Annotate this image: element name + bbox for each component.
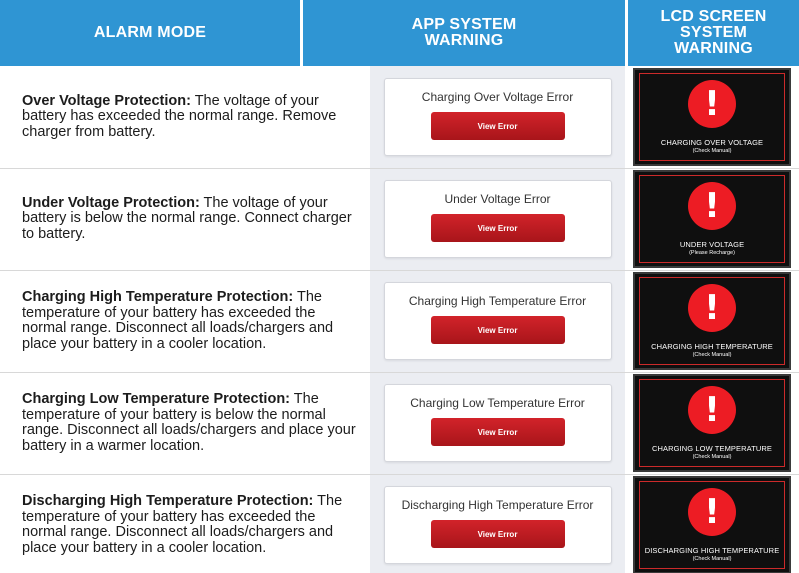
alarm-title: Discharging High Temperature Protection: [22, 493, 314, 509]
alarm-description [0, 474, 370, 573]
header-alarm-mode: ALARM MODE [0, 0, 300, 66]
app-error-title: Discharging High Temperature Error [401, 498, 594, 512]
lcd-warning-cell [625, 372, 799, 474]
app-warning-cell [370, 168, 625, 270]
alarm-body: The temperature of your battery has exceeded the normal range. Disconnect all loads/chargers and place your battery in a cooler location. [22, 289, 334, 352]
app-error-title: Under Voltage Error [444, 192, 551, 206]
header-app-system-warning [303, 0, 625, 66]
header-lcd-screen-warning [628, 0, 799, 66]
lcd-warning-subtext: (Check Manual) [692, 148, 732, 154]
exclamation-icon: ! [688, 182, 736, 230]
lcd-screen-inner [639, 175, 785, 263]
table-row [0, 270, 799, 372]
lcd-warning-text: CHARGING LOW TEMPERATURE [651, 444, 773, 453]
alarm-body: The voltage of your battery has exceeded the normal range. Remove charger from battery. [22, 92, 337, 140]
app-error-title: Charging High Temperature Error [408, 294, 587, 308]
app-warning-cell [370, 66, 625, 168]
app-warning-card [384, 384, 612, 462]
alarm-description [0, 66, 370, 168]
alarm-body: The voltage of your battery is below the normal range. Connect charger to battery. [22, 194, 352, 242]
alarm-text [22, 94, 362, 141]
lcd-screen [633, 170, 791, 268]
exclamation-icon: ! [688, 80, 736, 128]
app-error-title: Charging Low Temperature Error [410, 396, 585, 410]
app-warning-card [384, 78, 612, 156]
lcd-warning-cell [625, 270, 799, 372]
lcd-warning-text: CHARGING OVER VOLTAGE [660, 138, 764, 147]
app-error-title: Charging Over Voltage Error [421, 90, 574, 104]
lcd-warning-text: DISCHARGING HIGH TEMPERATURE [644, 546, 780, 555]
lcd-screen [633, 272, 791, 370]
lcd-warning-text: UNDER VOLTAGE [679, 240, 745, 249]
alarm-body: The temperature of your battery is below the normal range. Disconnect all loads/chargers and place your battery in a warmer location. [22, 391, 356, 454]
alarm-title: Under Voltage Protection: [22, 194, 200, 211]
alarm-title: Charging High Temperature Protection: [22, 289, 294, 305]
alarm-text [22, 290, 362, 352]
lcd-screen [633, 68, 791, 166]
app-warning-cell [370, 474, 625, 573]
lcd-screen [633, 476, 791, 573]
app-warning-card [384, 282, 612, 360]
header-lcd-label: LCD SCREEN SYSTEM WARNING [660, 8, 767, 57]
lcd-warning-subtext: (Check Manual) [692, 454, 732, 460]
lcd-screen [633, 374, 791, 472]
exclamation-icon: ! [688, 284, 736, 332]
app-warning-cell [370, 270, 625, 372]
lcd-screen-inner [639, 379, 785, 467]
app-warning-card [384, 486, 612, 564]
alarm-description [0, 372, 370, 474]
lcd-warning-cell [625, 474, 799, 573]
header-app-label: APP SYSTEM WARNING [411, 16, 517, 49]
alarm-text [22, 494, 362, 556]
app-warning-card [384, 180, 612, 258]
alarm-text [22, 392, 362, 454]
alarm-text [22, 196, 362, 243]
row-divider [0, 474, 799, 475]
table-row [0, 474, 799, 573]
row-divider [0, 270, 799, 271]
lcd-warning-text: CHARGING HIGH TEMPERATURE [651, 342, 773, 351]
lcd-screen-inner [639, 481, 785, 569]
exclamation-icon: ! [688, 488, 736, 536]
lcd-warning-subtext: (Check Manual) [692, 352, 732, 358]
alarm-title: Over Voltage Protection: [22, 92, 191, 109]
app-warning-cell [370, 372, 625, 474]
view-error-button[interactable]: View Error [431, 316, 565, 344]
lcd-warning-subtext: (Check Manual) [692, 556, 732, 562]
alarm-body: The temperature of your battery has exceeded the normal range. Disconnect all loads/chargers and place your battery in a cooler location. [22, 493, 343, 556]
view-error-button[interactable]: View Error [431, 112, 565, 140]
row-divider [0, 168, 799, 169]
alarm-description [0, 270, 370, 372]
lcd-screen-inner [639, 73, 785, 161]
alarm-title: Charging Low Temperature Protection: [22, 391, 291, 407]
view-error-button[interactable]: View Error [431, 418, 565, 446]
table-row [0, 66, 799, 168]
lcd-warning-subtext: (Please Recharge) [689, 250, 735, 256]
alarm-description [0, 168, 370, 270]
exclamation-icon: ! [688, 386, 736, 434]
view-error-button[interactable]: View Error [431, 520, 565, 548]
lcd-screen-inner [639, 277, 785, 365]
lcd-warning-cell [625, 168, 799, 270]
table-row [0, 168, 799, 270]
row-divider [0, 372, 799, 373]
view-error-button[interactable]: View Error [431, 214, 565, 242]
lcd-warning-cell [625, 66, 799, 168]
table-row [0, 372, 799, 474]
